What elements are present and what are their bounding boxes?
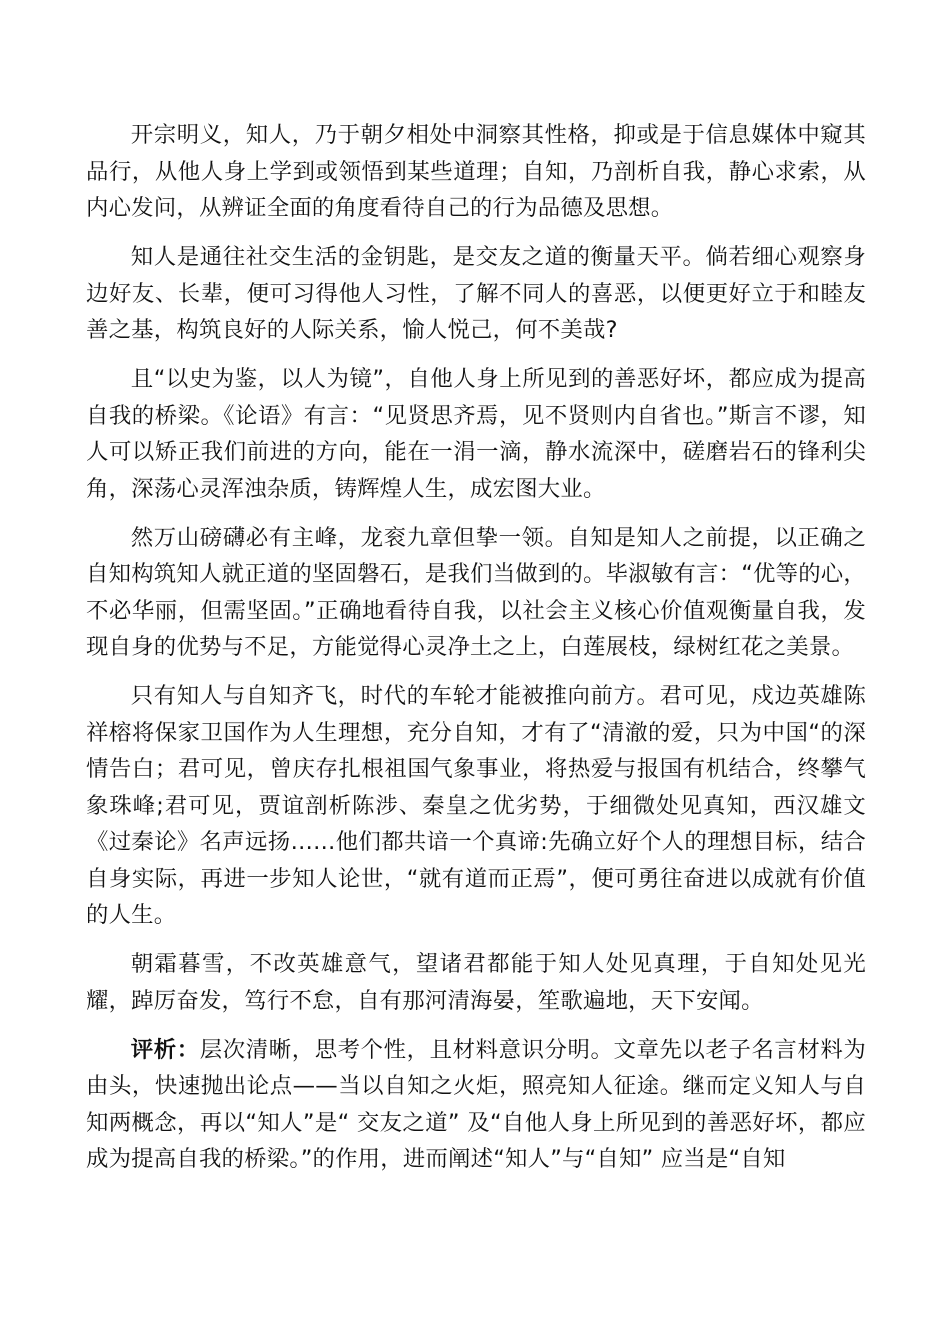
paragraph-5: 只有知人与自知齐飞，时代的车轮才能被推向前方。君可见，戍边英雄陈祥榕将保家卫国作为人生理想，充分自知，才有了“清澈的爱，只为中国“的深情告白；君可见，曾庆存扎根祖国气象事业，将热爱与报国有机结合，终攀气象珠峰;君可见，贾谊剖析陈涉、秦皇之优劣势，于细微处见真知，西汉雄文《过秦论》名声远扬……他们都共谙一个真谛:先确立好个人的理想目标，结合自身实际，再进一步知人论世，“就有道而正焉”，便可勇往奋进以成就有价值的人生。 <box>86 683 866 928</box>
paragraph-1: 开宗明义，知人，乃于朝夕相处中洞察其性格，抑或是于信息媒体中窥其品行，从他人身上学到或领悟到某些道理；自知，乃剖析自我，静心求索，从内心发问，从辨证全面的角度看待自己的行为品德及思想。 <box>86 122 866 221</box>
paragraph-2: 知人是通往社交生活的金钥匙，是交友之道的衡量天平。倘若细心观察身边好友、长辈，便可习得他人习性，了解不同人的喜恶，以便更好立于和睦友善之基，构筑良好的人际关系，愉人悦己，何不美哉? <box>86 244 866 343</box>
comment-paragraph <box>86 1032 866 1178</box>
paragraph-3: 且“以史为鉴，以人为镜”，自他人身上所见到的善恶好坏，都应成为提高自我的桥梁。《论语》有言：“见贤思齐焉，见不贤则内自省也。”斯言不谬，知人可以矫正我们前进的方向，能在一涓一滴，静水流深中，磋磨岩石的锋利尖角，深荡心灵浑浊杂质，铸辉煌人生，成宏图大业。 <box>86 366 866 502</box>
paragraph-4: 然万山磅礴必有主峰，龙衮九章但挚一领。自知是知人之前提，以正确之自知构筑知人就正道的坚固磐石，是我们当做到的。毕淑敏有言：“优等的心，不必华丽，但需坚固。”正确地看待自我，以社会主义核心价值观衡量自我，发现自身的优势与不足，方能觉得心灵净土之上，白莲展枝，绿树红花之美景。 <box>86 524 866 660</box>
comment-text: 层次清晰，思考个性，且材料意识分明。文章先以老子名言材料为由头，快速抛出论点——当以自知之火炬，照亮知人征途。继而定义知人与自知两概念，再以“知人”是“ 交友之道” 及“自他人身上所见到的善恶好坏，都应成为提高自我的桥梁。”的作用，进而阐述“知人”与“自知” 应当是“自知 <box>86 1036 866 1172</box>
comment-label: 评析： <box>130 1036 200 1063</box>
paragraph-6: 朝霜暮雪，不改英雄意气，望诸君都能于知人处见真理，于自知处见光耀，踔厉奋发，笃行不怠，自有那河清海晏，笙歌遍地，天下安闻。 <box>86 951 866 1014</box>
document-page <box>86 117 866 1190</box>
